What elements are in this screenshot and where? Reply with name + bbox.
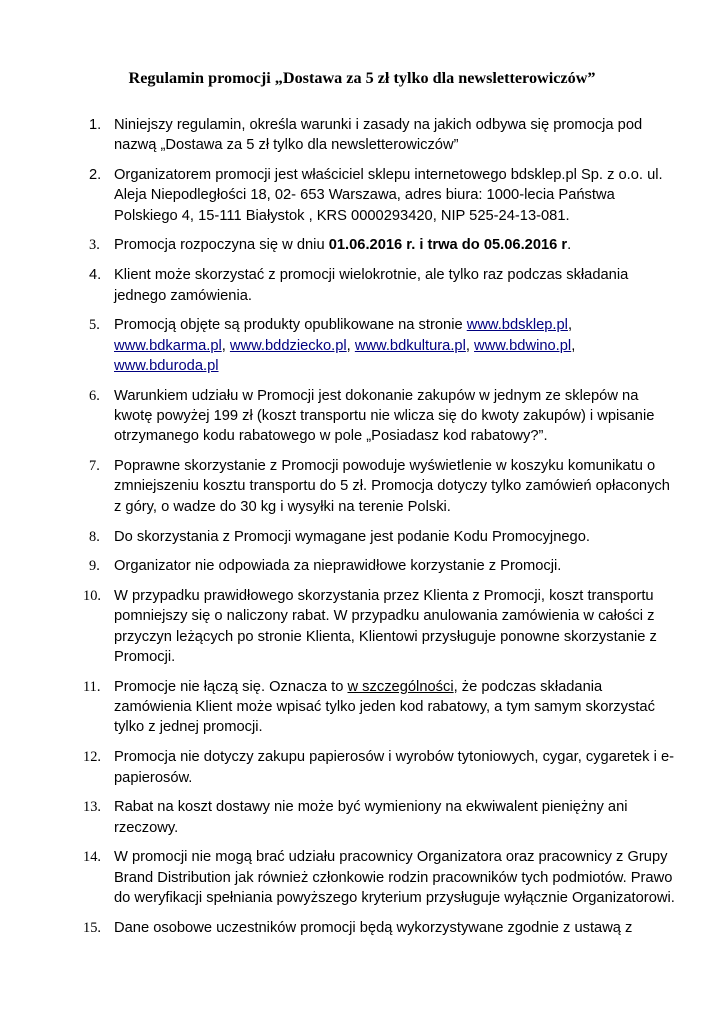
link-bdkultura[interactable]: www.bdkultura.pl: [354, 337, 466, 354]
item-text: Organizator nie odpowiada za nieprawidłowe korzystanie z Promocji.: [114, 558, 562, 575]
item-number: 1.: [89, 117, 102, 133]
item-text: Poprawne skorzystanie z Promocji powoduje wyświetlenie w koszyku komunikatu o zmniejszeniu kosztu transportu do 5 zł. Promocja dotyczy tylko zamówień opłaconych z góry, o wadze do 30 kg i wysyłki na terenie Polski.: [114, 458, 670, 515]
item-text: Rabat na koszt dostawy nie może być wymieniony na ekwiwalent pieniężny ani rzeczowy.: [114, 799, 628, 836]
item-number: 2.: [89, 167, 102, 184]
item-number: 7.: [89, 458, 100, 475]
item-text: Promocja nie dotyczy zakupu papierosów i wyrobów tytoniowych, cygar, cygaretek i e-papierosów.: [114, 749, 675, 786]
item-number: 12.: [83, 749, 101, 766]
link-separator: ,: [465, 337, 475, 354]
list-item: [87, 556, 677, 576]
regulations-list: [83, 115, 677, 948]
link-bdkarma[interactable]: www.bdkarma.pl: [114, 337, 222, 354]
item-text: Do skorzystania z Promocji wymagane jest podanie Kodu Promocyjnego.: [114, 528, 590, 545]
item-text: Promocje nie łączą się. Oznacza to: [114, 678, 348, 695]
link-bduroda[interactable]: www.bduroda.pl: [114, 357, 219, 374]
item-text: .: [567, 237, 572, 254]
list-item: [83, 677, 677, 738]
link-bdsklep[interactable]: www.bdsklep.pl: [466, 317, 568, 334]
list-item: [83, 747, 677, 788]
item-text-bold: i trwa do: [415, 237, 484, 254]
item-number: 5.: [89, 317, 100, 334]
item-text: W przypadku prawidłowego skorzystania przez Klienta z Promocji, koszt transportu pomniejszy się o naliczony rabat. W przypadku anulowania zamówienia w całości z przyczyn leżących po stronie Klienta, Klientowi przysługuje ponowne skorzystanie z Promocji.: [114, 588, 657, 666]
link-bdwino[interactable]: www.bdwino.pl: [474, 337, 572, 354]
item-number: 3.: [89, 237, 100, 254]
item-number: 13.: [83, 799, 101, 816]
item-number: 8.: [89, 528, 100, 545]
promotion-start-date: 01.06.2016 r.: [328, 237, 416, 254]
link-bddziecko[interactable]: www.bddziecko.pl: [229, 337, 347, 354]
item-text: W promocji nie mogą brać udziału pracownicy Organizatora oraz pracownicy z Grupy Brand Distribution jak również członkowie rodzin pracowników tych podmiotów. Prawo do weryfikacji spełniania powyższego kryterium przysługuje wyłącznie Organizatorowi.: [114, 849, 675, 906]
list-item: [87, 456, 677, 517]
list-item: [83, 797, 677, 838]
document-title: Regulamin promocji „Dostawa za 5 zł tylko dla newsletterowiczów”: [128, 69, 596, 87]
list-item: [87, 527, 677, 547]
list-item: [87, 165, 677, 226]
item-number: 6.: [89, 387, 100, 404]
list-item: [87, 386, 677, 447]
link-separator: ,: [221, 337, 230, 354]
list-item: [87, 115, 677, 156]
item-number: 14.: [83, 849, 101, 866]
item-text: Warunkiem udziału w Promocji jest dokonanie zakupów w jednym ze sklepów na kwotę powyżej 199 zł (koszt transportu nie wlicza się do kwoty zakupów) i wpisanie otrzymanego kodu rabatowego w pole „Posiadasz kod rabatowy?”.: [114, 387, 655, 445]
item-text: Klient może skorzystać z promocji wielokrotnie, ale tylko raz podczas składania jednego zamówienia.: [114, 267, 629, 304]
item-text: Organizatorem promocji jest właściciel sklepu internetowego bdsklep.pl Sp. z o.o. ul. Aleja Niepodległości 18, 02- 653 Warszawa, adres biura: 1000-lecia Państwa Polskiego 4, 15-111 Białystok , KRS 0000293420, NIP 525-24-13-081.: [114, 167, 663, 224]
item-text: Niniejszy regulamin, określa warunki i zasady na jakich odbywa się promocja pod nazwą „Dostawa za 5 zł tylko dla newsletterowiczów”: [114, 117, 643, 154]
emphasis-underlined: w szczególności: [347, 678, 454, 695]
item-text: Promocją objęte są produkty opublikowane na stronie: [114, 317, 467, 334]
link-separator: ,: [571, 337, 576, 354]
item-text: , że podczas składania zamówienia Klient może wpisać tylko jeden kod rabatowy, a tym samym skorzystać tylko z jednej promocji.: [114, 678, 655, 736]
item-number: 11.: [83, 678, 101, 695]
item-text: Promocja rozpoczyna się w dniu: [114, 237, 329, 254]
promotion-end-date: 05.06.2016 r: [483, 237, 568, 254]
list-item: [87, 315, 677, 376]
item-number: 10.: [83, 588, 101, 605]
item-number: 4.: [89, 267, 102, 284]
list-item: [87, 235, 677, 255]
list-item: [83, 586, 677, 667]
item-number: 9.: [89, 558, 100, 575]
list-item: [83, 847, 677, 908]
list-item: [87, 265, 677, 306]
link-separator: ,: [567, 317, 573, 334]
item-number: 15.: [83, 919, 101, 936]
link-separator: ,: [346, 337, 355, 354]
list-item: [83, 918, 677, 938]
item-text: Dane osobowe uczestników promocji będą wykorzystywane zgodnie z ustawą z: [114, 919, 633, 936]
